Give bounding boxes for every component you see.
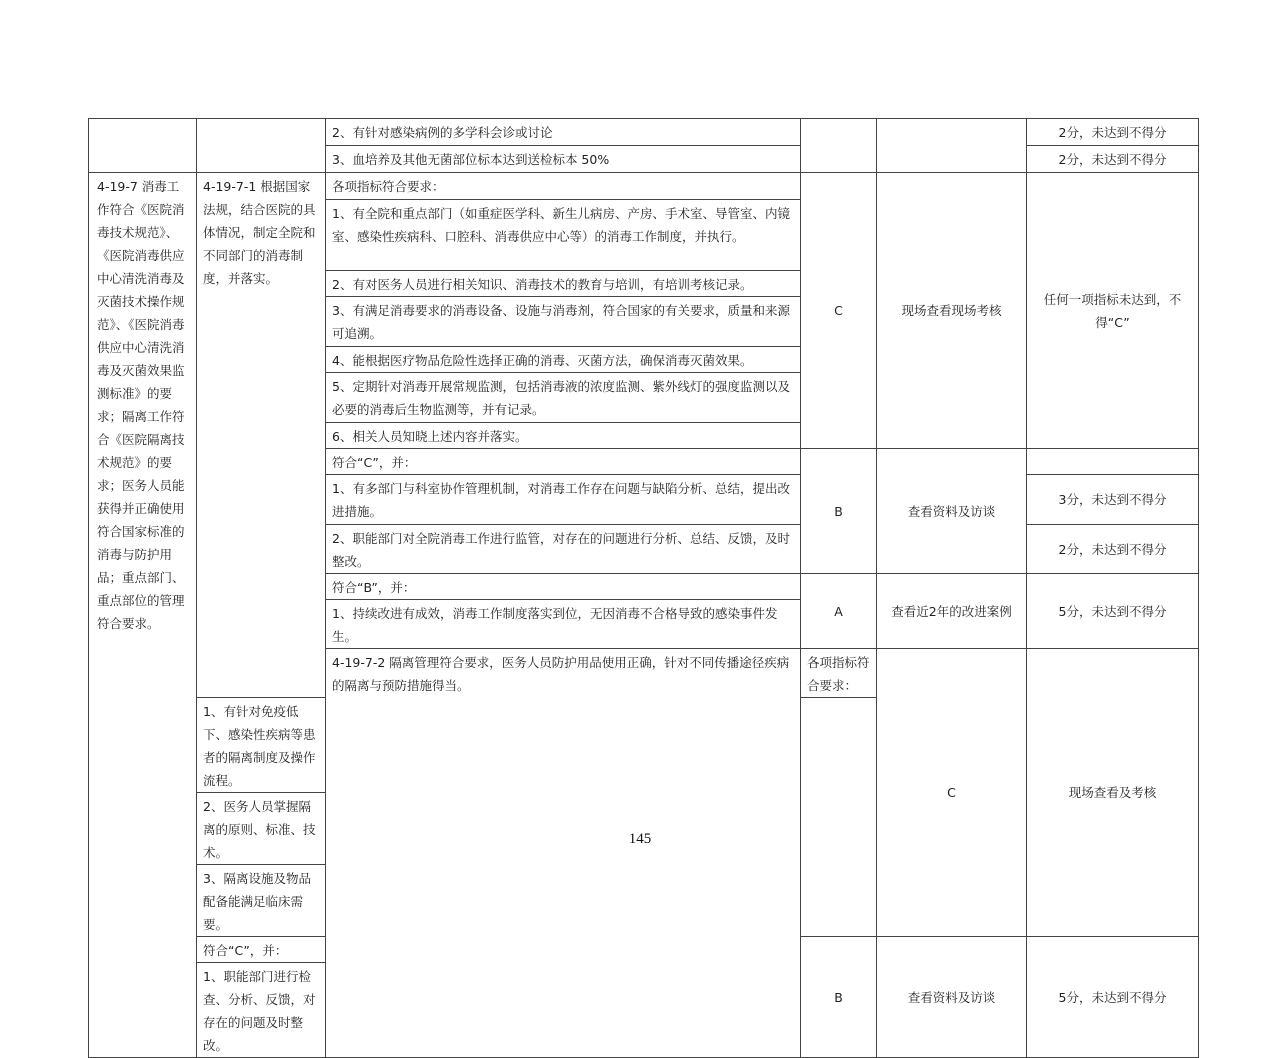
- criteria-item: 2、医务人员掌握隔离的原则、标准、技术。: [197, 793, 326, 865]
- criteria-text: 2、有针对感染病例的多学科会诊或讨论: [326, 119, 801, 146]
- item-cell-continued: [197, 119, 326, 173]
- criteria-item: 6、相关人员知晓上述内容并落实。: [326, 423, 801, 449]
- method: 查看资料及访谈: [877, 449, 1027, 574]
- method: 查看近2年的改进案例: [877, 574, 1027, 649]
- grade-b: B: [801, 449, 877, 574]
- table-row: [89, 119, 1199, 146]
- criteria-item: 1、持续改进有成效，消毒工作制度落实到位，无因消毒不合格导致的感染事件发生。: [326, 600, 801, 649]
- table-row: [89, 173, 1199, 200]
- criteria-item: 4、能根据医疗物品危险性选择正确的消毒、灭菌方法，确保消毒灭菌效果。: [326, 347, 801, 373]
- criteria-header: 各项指标符合要求：: [326, 173, 801, 200]
- criteria-header: 符合“B”，并：: [326, 574, 801, 600]
- criteria-item: 3、隔离设施及物品配备能满足临床需要。: [197, 865, 326, 937]
- criteria-item: 1、有全院和重点部门（如重症医学科、新生儿病房、产房、手术室、导管室、内镜室、感染性疾病科、口腔科、消毒供应中心等）的消毒工作制度，并执行。: [326, 200, 801, 271]
- grade-cell-continued: [801, 119, 877, 173]
- criteria-item: 1、有多部门与科室协作管理机制，对消毒工作存在问题与缺陷分析、总结，提出改进措施。: [326, 475, 801, 525]
- criteria-item: 2、有对医务人员进行相关知识、消毒技术的教育与培训，有培训考核记录。: [326, 271, 801, 297]
- score-text: 2分，未达到不得分: [1027, 119, 1199, 146]
- score-text: 2分，未达到不得分: [1027, 525, 1199, 574]
- grade-c: C: [801, 173, 877, 449]
- item-4-19-7-2: 4-19-7-2 隔离管理符合要求，医务人员防护用品使用正确，针对不同传播途径疾病的隔离与预防措施得当。: [326, 649, 801, 1058]
- criteria-item: 5、定期针对消毒开展常规监测，包括消毒液的浓度监测、紫外线灯的强度监测以及必要的消毒后生物监测等，并有记录。: [326, 373, 801, 423]
- page-number: 145: [628, 831, 652, 847]
- std-cell-continued: [89, 119, 197, 173]
- criteria-header: 符合“C”，并：: [326, 449, 801, 475]
- score-text: 3分，未达到不得分: [1027, 475, 1199, 525]
- score-text: 2分，未达到不得分: [1027, 146, 1199, 173]
- grade-b: B: [801, 937, 877, 1058]
- criteria-item: 1、有针对免疫低下、感染性疾病等患者的隔离制度及操作流程。: [197, 698, 326, 793]
- criteria-item: 1、职能部门进行检查、分析、反馈，对存在的问题及时整改。: [197, 963, 326, 1058]
- score-text: 5分，未达到不得分: [1027, 937, 1199, 1058]
- method-cell-continued: [877, 119, 1027, 173]
- grade-a: A: [801, 574, 877, 649]
- criteria-header: 符合“C”，并：: [197, 937, 326, 963]
- criteria-text: 3、血培养及其他无菌部位标本达到送检标本 50%: [326, 146, 801, 173]
- score-rule: 任何一项指标未达到，不得“C”: [1027, 173, 1199, 449]
- standard-4-19-7: 4-19-7 消毒工作符合《医院消毒技术规范》、《医院消毒供应中心清洗消毒及灭菌技术操作规范》、《医院消毒供应中心清洗消毒及灭菌效果监测标准》的要求；隔离工作符合《医院隔离技术规范》的要求；医务人员能获得并正确使用符合国家标准的消毒与防护用品；重点部门、重点部位的管理符合要求。: [89, 173, 197, 1058]
- criteria-header: 各项指标符合要求：: [801, 649, 877, 698]
- grade-c: C: [877, 649, 1027, 937]
- method: 现场查看现场考核: [877, 173, 1027, 449]
- assessment-table: [88, 118, 1199, 1058]
- item-4-19-7-1: 4-19-7-1 根据国家法规，结合医院的具体情况，制定全院和不同部门的消毒制度，并落实。: [197, 173, 326, 698]
- score-text: 5分，未达到不得分: [1027, 574, 1199, 649]
- score-empty: [1027, 449, 1199, 475]
- criteria-item: 2、职能部门对全院消毒工作进行监管，对存在的问题进行分析、总结、反馈，及时整改。: [326, 525, 801, 574]
- method: 查看资料及访谈: [877, 937, 1027, 1058]
- criteria-item: 3、有满足消毒要求的消毒设备、设施与消毒剂，符合国家的有关要求，质量和来源可追溯。: [326, 297, 801, 347]
- method: 现场查看及考核: [1027, 649, 1199, 937]
